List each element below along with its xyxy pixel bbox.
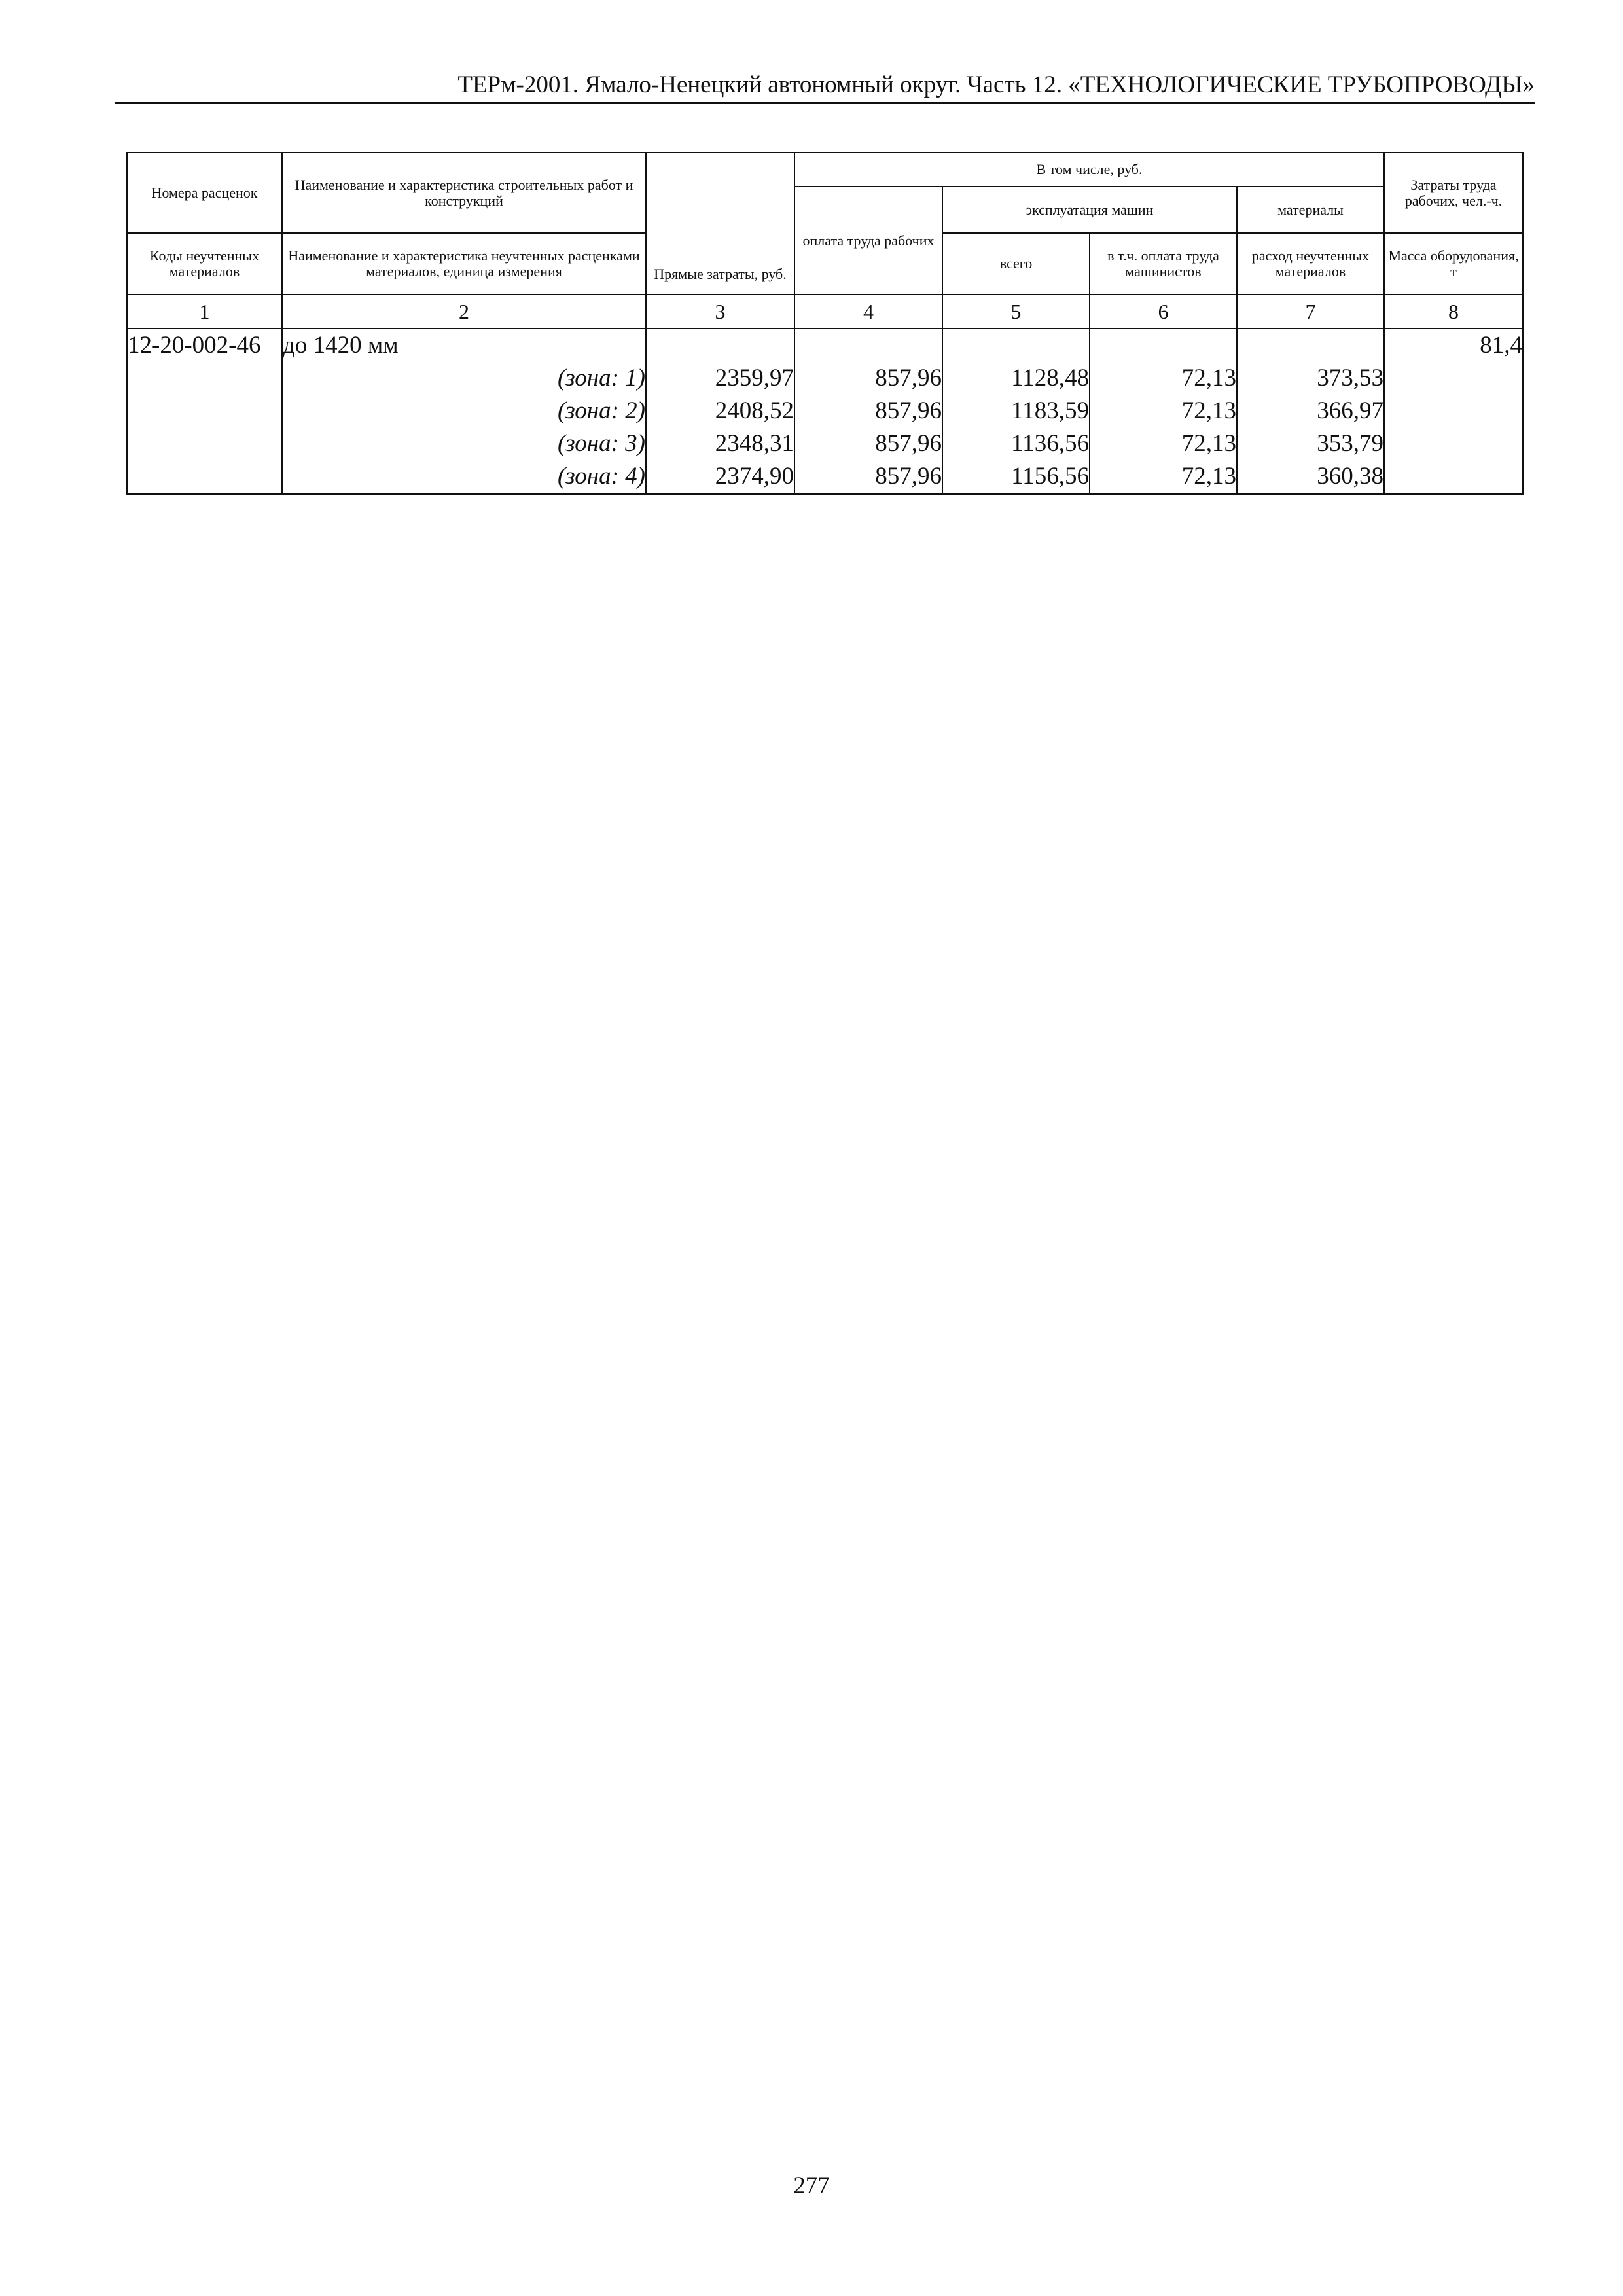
column-number: 3 [646, 295, 794, 329]
machines-total-value: 1128,48 [942, 362, 1090, 395]
header-machine-operation: эксплуатация машин [942, 187, 1237, 233]
header-work-name: Наименование и характеристика строительных работ и конструкций [282, 152, 646, 233]
rates-table [126, 152, 1524, 495]
header-including-rub: В том числе, руб. [794, 152, 1384, 187]
zone-label: (зона: 3) [282, 427, 646, 460]
column-number: 8 [1384, 295, 1523, 329]
worker-pay-value: 857,96 [794, 395, 942, 427]
labor-cost-value: 81,4 [1384, 329, 1523, 362]
materials-value: 353,79 [1237, 427, 1384, 460]
header-equipment-mass: Масса оборудования, т [1384, 233, 1523, 295]
header-labor-cost: Затраты труда рабочих, чел.-ч. [1384, 152, 1523, 233]
direct-costs-value: 2408,52 [646, 395, 794, 427]
table-row [127, 362, 1523, 395]
operator-pay-value: 72,13 [1090, 427, 1237, 460]
header-direct-costs: Прямые затраты, руб. [646, 152, 794, 295]
zone-label: (зона: 1) [282, 362, 646, 395]
item-name: до 1420 мм [282, 329, 646, 362]
rate-code: 12-20-002-46 [127, 329, 282, 362]
direct-costs-value: 2374,90 [646, 460, 794, 494]
page-number: 277 [793, 2172, 830, 2199]
materials-value: 373,53 [1237, 362, 1384, 395]
direct-costs-value: 2359,97 [646, 362, 794, 395]
header-materials: материалы [1237, 187, 1384, 233]
header-worker-pay: оплата труда рабочих [794, 187, 942, 295]
machines-total-value: 1136,56 [942, 427, 1090, 460]
table-row [127, 427, 1523, 460]
column-number: 5 [942, 295, 1090, 329]
table-row [127, 460, 1523, 494]
materials-value: 360,38 [1237, 460, 1384, 494]
header-material-name: Наименование и характеристика неучтенных расценками материалов, единица измерения [282, 233, 646, 295]
materials-value: 366,97 [1237, 395, 1384, 427]
worker-pay-value: 857,96 [794, 460, 942, 494]
column-number: 6 [1090, 295, 1237, 329]
machines-total-value: 1183,59 [942, 395, 1090, 427]
column-number: 4 [794, 295, 942, 329]
header-total: всего [942, 233, 1090, 295]
table-row [127, 329, 1523, 362]
header-material-codes: Коды неучтенных материалов [127, 233, 282, 295]
table-row [127, 395, 1523, 427]
header-operator-pay: в т.ч. оплата труда машинистов [1090, 233, 1237, 295]
worker-pay-value: 857,96 [794, 427, 942, 460]
running-head: ТЕРм-2001. Ямало-Ненецкий автономный округ. Часть 12. «ТЕХНОЛОГИЧЕСКИЕ ТРУБОПРОВОДЫ» [115, 71, 1535, 104]
column-number: 1 [127, 295, 282, 329]
zone-label: (зона: 2) [282, 395, 646, 427]
header-unaccounted-materials: расход неучтенных материалов [1237, 233, 1384, 295]
operator-pay-value: 72,13 [1090, 362, 1237, 395]
operator-pay-value: 72,13 [1090, 460, 1237, 494]
column-number: 7 [1237, 295, 1384, 329]
header-rate-numbers: Номера расценок [127, 152, 282, 233]
worker-pay-value: 857,96 [794, 362, 942, 395]
operator-pay-value: 72,13 [1090, 395, 1237, 427]
zone-label: (зона: 4) [282, 460, 646, 494]
direct-costs-value: 2348,31 [646, 427, 794, 460]
machines-total-value: 1156,56 [942, 460, 1090, 494]
column-number: 2 [282, 295, 646, 329]
